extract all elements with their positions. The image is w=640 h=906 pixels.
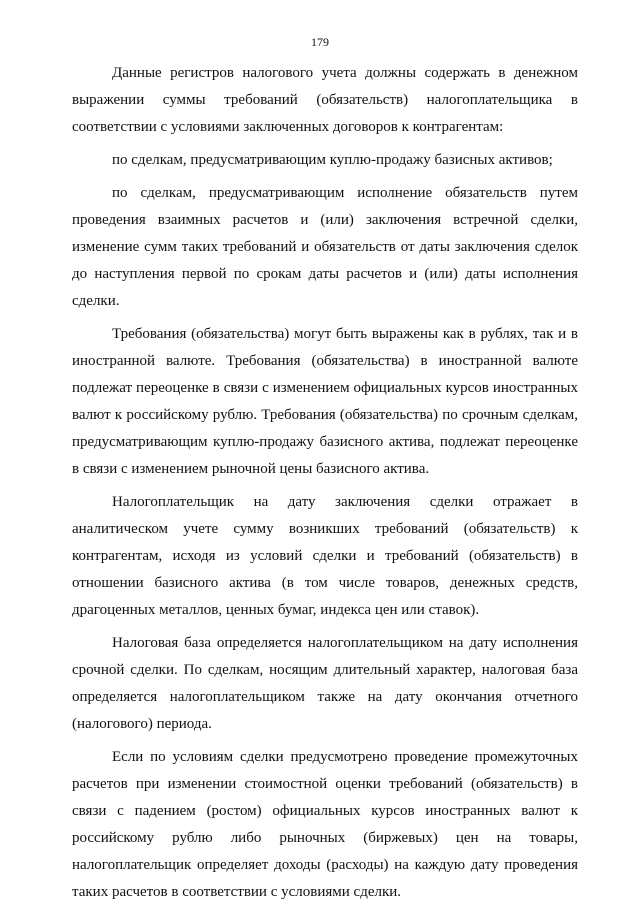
paragraph-intermediate-settlements: Если по условиям сделки предусмотрено проведение промежуточных расчетов при изменении стоимостной оценки требований (обязательств) в связи с падением (ростом) официальных курсов иностранных валют к российскому рублю либо рыночных (биржевых) цен на товары, налогоплательщик определяет доходы (расходы) на каждую дату проведения таких расчетов в соответствии с условиями сделки. xyxy=(72,749,578,900)
paragraph-purchase-sale-deals: по сделкам, предусматривающим куплю-продажу базисных активов; xyxy=(112,152,553,168)
paragraph-mutual-settlement-deals: по сделкам, предусматривающим исполнение обязательств путем проведения взаимных расчетов и (или) заключения встречной сделки, изменение сумм таких требований и обязательств от даты заключения сделок до наступления первой по срокам даты расчетов и (или) даты исполнения сделки. xyxy=(72,185,578,309)
paragraph-analytical-accounting: Налогоплательщик на дату заключения сделки отражает в аналитическом учете сумму возникших требований (обязательств) к контрагентам, исходя из условий сделки и требований (обязательств) в отношении базисного актива (в том числе товаров, денежных средств, драгоценных металлов, ценных бумаг, индекса цен или ставок). xyxy=(72,494,578,618)
paragraph-tax-base: Налоговая база определяется налогоплательщиком на дату исполнения срочной сделки. По сделкам, носящим длительный характер, налоговая база определяется налогоплательщиком также на дату окончания отчетного (налогового) периода. xyxy=(72,635,578,732)
document-body xyxy=(72,60,578,906)
page-number: 179 xyxy=(311,35,329,49)
paragraph-register-requirements: Данные регистров налогового учета должны содержать в денежном выражении суммы требований (обязательств) налогоплательщика в соответствии с условиями заключенных договоров к контрагентам: xyxy=(72,65,578,135)
paragraph-currency-requirements: Требования (обязательства) могут быть выражены как в рублях, так и в иностранной валюте. Требования (обязательства) в иностранной валюте подлежат переоценке в связи с изменением официальных курсов иностранных валют к российскому рублю. Требования (обязательства) по срочным сделкам, предусматривающим куплю-продажу базисного актива, подлежат переоценке в связи с изменением рыночной цены базисного актива. xyxy=(72,326,578,477)
